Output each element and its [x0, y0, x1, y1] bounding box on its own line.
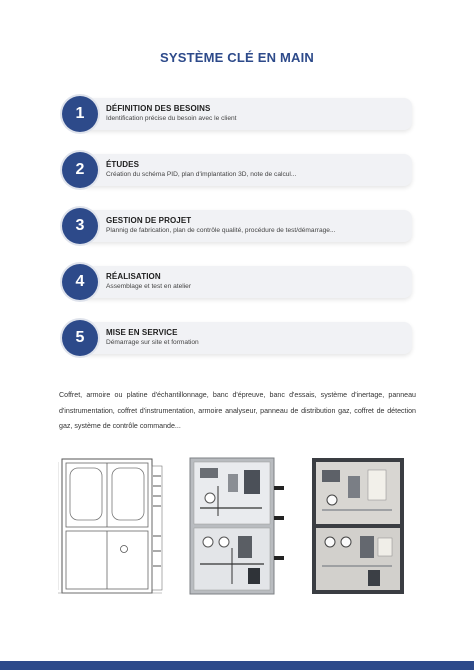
step-title: RÉALISATION [106, 272, 161, 281]
step-item [62, 208, 412, 244]
panel-render-image [188, 456, 288, 598]
step-title: MISE EN SERVICE [106, 328, 178, 337]
footer-bar [0, 661, 474, 670]
step-card [80, 154, 412, 186]
step-card [80, 210, 412, 242]
page-title: SYSTÈME CLÉ EN MAIN [159, 50, 315, 65]
description-paragraph: Coffret, armoire ou platine d'échantillonnage, banc d'épreuve, banc d'essais, système d'inertage, panneau d'instrumentation, coffret d'instrumentation, armoire analyseur, panneau de distribution gaz, coffret de détection gaz, système de contrôle commande... [59, 391, 416, 430]
step-number-badge: 2 [62, 152, 98, 188]
step-title: DÉFINITION DES BESOINS [106, 104, 211, 113]
cabinet-drawing-image [58, 456, 170, 598]
step-title: ÉTUDES [106, 160, 140, 169]
step-item [62, 320, 412, 356]
step-number-badge: 1 [62, 96, 98, 132]
step-number-badge: 5 [62, 320, 98, 356]
step-number-badge: 3 [62, 208, 98, 244]
cabinet-photo-image [312, 456, 404, 598]
step-item [62, 96, 412, 132]
step-card [80, 322, 412, 354]
step-title: GESTION DE PROJET [106, 216, 192, 225]
step-item [62, 264, 412, 300]
steps-list [62, 96, 412, 376]
step-card [80, 266, 412, 298]
step-description: Identification précise du besoin avec le client [106, 115, 237, 122]
step-description: Démarrage sur site et formation [106, 339, 199, 346]
step-number-badge: 4 [62, 264, 98, 300]
step-description: Création du schéma PID, plan d'implantation 3D, note de calcul... [106, 171, 297, 178]
step-description: Plannig de fabrication, plan de contrôle qualité, procédure de test/démarrage... [106, 227, 336, 234]
step-description: Assemblage et test en atelier [106, 283, 192, 290]
step-card [80, 98, 412, 130]
step-item [62, 152, 412, 188]
